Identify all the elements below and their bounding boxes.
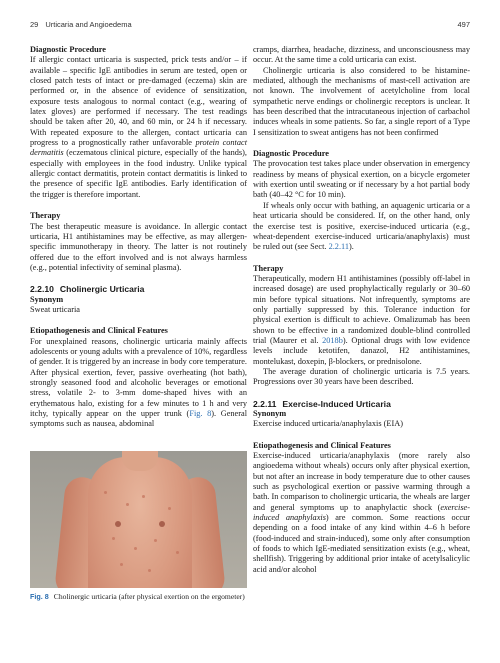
hives-spots: [30, 451, 247, 588]
right-diagnostic-text-2b: ).: [349, 242, 354, 252]
section-title: Cholinergic Urticaria: [59, 284, 145, 295]
citation-link[interactable]: 2018b: [322, 335, 343, 345]
left-diagnostic-text: [30, 55, 247, 200]
section-title-2: Exercise-Induced Urticaria: [282, 398, 391, 409]
figure-caption: [30, 592, 247, 601]
section-number-2: 2.2.11: [253, 398, 277, 409]
section-heading-cholinergic: [30, 284, 247, 294]
right-etio-heading: Etiopathogenesis and Clinical Features: [253, 440, 391, 450]
section-reference-link[interactable]: 2.2.11: [328, 242, 350, 252]
left-therapy-heading: Therapy: [30, 211, 61, 221]
figure-label: Fig. 8: [30, 592, 49, 601]
chapter-number: 29: [30, 20, 39, 29]
left-etio-text-b: ). General symptoms such as nausea, abdominal: [30, 409, 247, 429]
right-diagnostic-text: The provocation test takes place under observation in emergency readiness by means of physical exertion, on a bicycle ergometer with exertion until sweating or if necessary by a hot partial body bath (40–42 °C for 10 min).: [253, 159, 470, 200]
right-etio-text-a: Exercise-induced urticaria/anaphylaxis (more rarely also angioedema without wheals) occurs only after physical exertion, but not after an increase in body temperature due to other causes such as psychological exertion or passive warming through a bath. In comparison to cholinergic urticaria, the wheals are larger and general symptoms up to anaphylactic shock (: [253, 451, 470, 512]
right-therapy-text-a: Therapeutically, modern H1 antihistamines (possibly off-label in increased dosage) are used prophylactically regularly or 30–60 min before typical situations. Not infrequently, symptoms are only partially suppressed by this. Tolerance induction for physical exertion is difficult to achieve. Omalizumab has been shown to be effective in a randomized double-blind controlled trial (Maurer et al.: [253, 273, 470, 345]
right-diagnostic-text-2: [253, 201, 470, 253]
figure-photo-torso: [30, 451, 247, 588]
exercise-induced-anaphylaxis-term: exercise-induced anaphylaxis: [253, 502, 470, 523]
section-number: 2.2.10: [30, 284, 54, 295]
left-diagnostic-text-b: (eczematous clinical picture, especially of the hands), especially with employees in the food industry. Unlike typical allergic contact dermatitis, protein contact dermatitis is linked to the presence of specific IgE antibodies. Early identification of the trigger is therefore important.: [30, 148, 247, 199]
right-diagnostic-heading: Diagnostic Procedure: [253, 149, 329, 159]
right-therapy-heading: Therapy: [253, 263, 284, 273]
left-therapy-text: The best therapeutic measure is avoidance. In allergic contact urticaria, H1 antihistamines may be effective, as may allergen-specific immunotherapy in theory. The latter is not routinely offered due to the effort involved and is not always harmless (e.g., potential infectivity of seminal plasma).: [30, 221, 247, 272]
figure-reference-link[interactable]: Fig. 8: [189, 409, 212, 418]
right-synonym-heading: Synonym: [253, 409, 287, 418]
left-etio-heading: Etiopathogenesis and Clinical Features: [30, 326, 168, 336]
left-synonym-heading: Synonym: [30, 294, 64, 304]
right-diagnostic-text-2a: If wheals only occur with bathing, an aquagenic urticaria or a heat urticaria should be considered. If, on the other hand, only the exercise test is positive, exercise-induced urticaria (e.g., wheat-dependent exercise-induced urticaria/anaphylaxis) must be ruled out (see Sect.: [253, 200, 470, 252]
left-diagnostic-text-a: If allergic contact urticaria is suspected, prick tests and/or – if available – specific IgE antibodies in serum are tested, open or closed patch tests of intact or pre-damaged (eczema) skin are performed or, in the absence of evidence of sensitization, exposure tests analogous to normal contact (e.g., wearing of latex gloves) are performed if necessary. The test readings should be taken after 20, 40, and 60 min, or 24 h if necessary. With repeated exposure to the allergen, contact urticaria can progress to a prognostically rather unfavorable: [30, 55, 247, 148]
right-synonym-text: Exercise induced urticaria/anaphylaxis (EIA): [253, 419, 403, 429]
right-etio-text: [253, 451, 470, 575]
right-therapy-text-b: ). Optional drugs with low evidence levels include ketotifen, danazol, H2 antihistamines, montelukast, doxepin, β-blockers, or prednisolone.: [253, 335, 470, 366]
left-column: [30, 45, 247, 430]
right-paragraph-2: Cholinergic urticaria is also considered to be histamine-mediated, although the mechanisms of mast-cell activation are not known. The involvement of acetylcholine from local sympathetic nerve endings or cholinergic receptors is unclear. It has been described that the intracutaneous injection of carbachol induces wheals in some patients. So far, a single report of a Type I sensitization to sweat antigens has not been confirmed: [253, 65, 470, 137]
left-synonym-text: Sweat urticaria: [30, 304, 80, 314]
right-therapy-text: [253, 274, 470, 367]
right-etio-text-b: ) are common. Some reactions occur depending on a food intake of any kind within 4–6 h before (food-induced and strain-induced), some only after consumption of foods to which IgE-mediated sensitization exists (e.g., wheat, shellfish). Triggering by additional prior intake of acetylsalicylic acid and/or alcohol: [253, 513, 470, 574]
left-etio-text: [30, 337, 247, 430]
right-column: [253, 45, 470, 575]
left-etio-text-a: For unexplained reasons, cholinergic urticaria mainly affects adolescents or young adults with a prevalence of 10%, regardless of gender. It is triggered by an increase in body core temperature. After physical exertion, fever, passive overheating (hot bath), strongly seasoned food and alcoholic beverages or emotional stress, volatile 2- to 3-mm dome-shaped hives with an erythematous halo, existing for a few minutes to 1 h and very itchy, typically appear on the upper trunk (: [30, 336, 247, 418]
figure-caption-text: Cholinergic urticaria (after physical exertion on the ergometer): [53, 592, 245, 601]
right-continuation-text: cramps, diarrhea, headache, dizziness, and unconsciousness may occur. At the same time a cold urticaria can exist.: [253, 45, 470, 65]
chapter-label: [30, 20, 132, 29]
right-therapy-text-2: The average duration of cholinergic urticaria is 7.5 years. Progressions over 30 years have been described.: [253, 366, 470, 387]
running-header: [30, 20, 470, 34]
chapter-title: Urticaria and Angioedema: [45, 20, 132, 29]
protein-contact-dermatitis-term: protein contact dermatitis: [30, 138, 247, 158]
page-number: 497: [457, 20, 470, 29]
section-heading-exercise: [253, 399, 470, 409]
left-diagnostic-heading: Diagnostic Procedure: [30, 45, 106, 54]
